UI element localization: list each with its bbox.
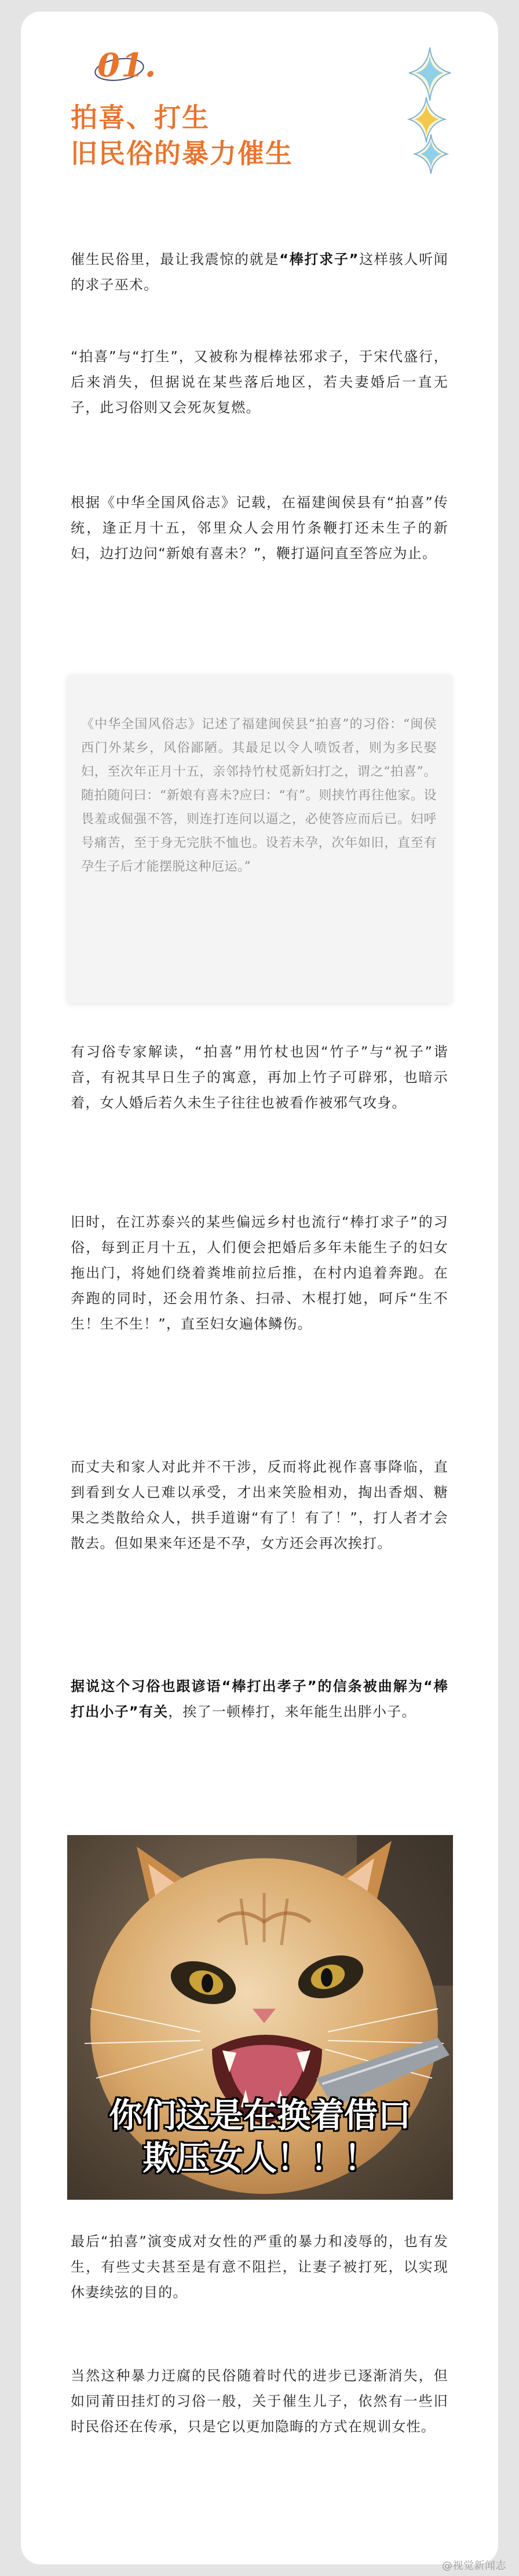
p1-text-a: 催生民俗里，最让我震惊的就是: [71, 251, 280, 267]
paragraph-3: 根据《中华全国风俗志》记载，在福建闽侯县有“拍喜”传统，逢正月十五，邻里众人会用竹条鞭打还未生子的新妇，边打边问“新娘有喜未？”，鞭打逼问直至答应为止。: [71, 494, 448, 562]
paragraph-5: 旧时，在江苏泰兴的某些偏远乡村也流行“棒打求子”的习俗，每到正月十五，人们便会把婚后多年未能生子的妇女拖出门，将她们绕着粪堆前拉后推，在村内追着奔跑。在奔跑的同时，还会用竹条、扫帚、木棍打她，呵斥“生不生！生不生！”，直至妇女遍体鳞伤。: [71, 1214, 448, 1332]
meme-caption-line-1: 你们这是在换着借口: [108, 2096, 411, 2135]
meme-image: [67, 1835, 453, 2200]
article-title: [71, 100, 372, 171]
weibo-watermark: @视觉新闻志: [442, 2560, 506, 2572]
paragraph-8: 最后“拍喜”演变成对女性的严重的暴力和凌辱的，也有发生，有些丈夫甚至是有意不阻拦，让妻子被打死，以实现休妻续弦的目的。: [71, 2233, 448, 2300]
paragraph-4: 有习俗专家解读，“拍喜”用竹杖也因“竹子”与“祝子”谐音，有祝其早日生子的寓意，再加上竹子可辟邪，也暗示着，女人婚后若久未生子往往也被看作被邪气攻身。: [71, 1044, 448, 1111]
quote-box: [67, 674, 452, 1003]
p7-text-rest: ，挨了一顿棒打，来年能生出胖小子。: [168, 1704, 416, 1720]
paragraph-7: [71, 1674, 448, 1724]
paragraph-9: 当然这种暴力迂腐的民俗随着时代的进步已逐渐消失，但如同莆田挂灯的习俗一般，关于催生儿子，依然有一些旧时民俗还在传承，只是它以更加隐晦的方式在规训女性。: [71, 2368, 448, 2435]
paragraph-1: [71, 247, 448, 298]
p1-bold: “棒打求子”: [279, 251, 359, 267]
meme-caption-line-2: 欺压女人！！！: [142, 2138, 378, 2178]
section-number: [89, 45, 159, 91]
title-line-1: 拍喜、打生: [71, 102, 210, 133]
quote-text: 《中华全国风俗志》记述了福建闽侯县“拍喜”的习俗：“闽侯西门外某乡，风俗鄙陋。其最足以令人喷饭者，则为多民娶妇，至次年正月十五，亲邻持竹杖觅新妇打之，谓之“拍喜”。随拍随问曰：“新娘有喜未?应曰：“有”。则挟竹再往他家。设畏羞或倔强不答，则连打连问以逼之，必使答应而后已。妇呼号痛苦，至于身无完肤不恤也。设若未孕，次年如旧，直至有孕生子后才能摆脱这种厄运。”: [81, 717, 437, 874]
p1-text-c: 这样骇人听闻的求子巫术。: [71, 251, 449, 293]
title-line-2: 旧民俗的暴力催生: [71, 138, 293, 169]
paragraph-6: 而丈夫和家人对此并不干涉，反而将此视作喜事降临，直到看到女人已难以承受，才出来笑脸相劝，掏出香烟、糖果之类散给众人，拱手道谢“有了！有了！”，打人者才会散去。但如果来年还是不孕，女方还会再次挨打。: [71, 1459, 448, 1551]
paragraph-2: “拍喜”与“打生”，又被称为棍棒祛邪求子，于宋代盛行，后来消失，但据说在某些落后地区，若夫妻婚后一直无子，此习俗则又会死灰复燃。: [71, 348, 448, 416]
article-card: [21, 12, 498, 2564]
sparkle-stars-icon: [407, 47, 453, 175]
p7-bold: 据说这个习俗也跟谚语“棒打出孝子”的信条被曲解为“棒打出小子”有关: [71, 1678, 448, 1720]
section-number-text: 01.: [97, 46, 158, 85]
